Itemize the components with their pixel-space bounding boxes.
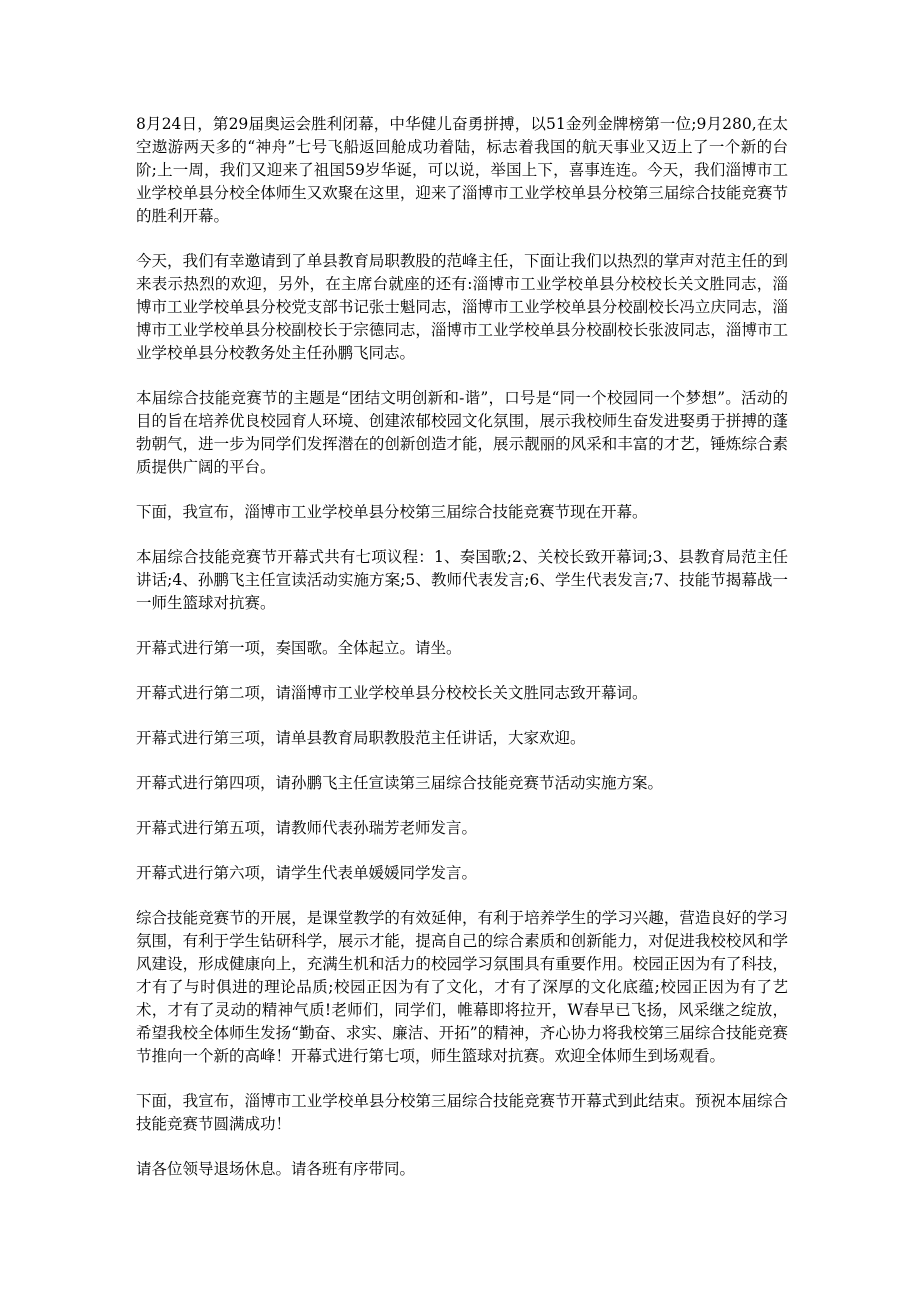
paragraph-item-4: 开幕式进行第四项，请孙鹏飞主任宣读第三届综合技能竞赛节活动实施方案。 <box>136 774 664 792</box>
paragraph-item-3: 开幕式进行第三项，请单县教育局职教股范主任讲话，大家欢迎。 <box>136 729 586 747</box>
document-body <box>136 113 788 1203</box>
paragraph-guests: 今天，我们有幸邀请到了单县教育局职教股的范峰主任，下面让我们以热烈的掌声对范主任的到来表示热烈的欢迎，另外，在主席台就座的还有:淄博市工业学校单县分校校长关文胜同志，淄博市工业学校单县分校党支部书记张士魁同志，淄博市工业学校单县分校副校长冯立庆同志，淄博市工业学校单县分校副校长于宗德同志，淄博市工业学校单县分校副校长张波同志，淄博市工业学校单县分校教务处主任孙鹏飞同志。 <box>136 252 788 362</box>
paragraph-item-6: 开幕式进行第六项，请学生代表单媛媛同学发言。 <box>136 864 478 882</box>
paragraph-item-5: 开幕式进行第五项，请教师代表孙瑞芳老师发言。 <box>136 819 478 837</box>
paragraph-closing: 下面，我宣布，淄博市工业学校单县分校第三届综合技能竞赛节开幕式到此结束。预祝本届综合技能竞赛节圆满成功！ <box>136 1092 788 1133</box>
paragraph-item-1: 开幕式进行第一项，奏国歌。全体起立。请坐。 <box>136 639 462 657</box>
paragraph-dismissal: 请各位领导退场休息。请各班有序带同。 <box>136 1160 416 1178</box>
paragraph-item-2: 开幕式进行第二项，请淄博市工业学校单县分校校长关文胜同志致开幕词。 <box>136 684 648 702</box>
paragraph-opening: 8月24日，第29届奥运会胜利闭幕，中华健儿奋勇拼搏，以51金列金牌榜第一位;9月280,在太空遨游两天多的“神舟”七号飞船返回舱成功着陆，标志着我国的航天事业又迈上了一个新的台阶;上一周，我们又迎来了祖国59岁华诞，可以说，举国上下，喜事连连。今天，我们淄博市工业学校单县分校全体师生又欢聚在这里，迎来了淄博市工业学校单县分校第三届综合技能竞赛节的胜利开幕。 <box>136 115 788 225</box>
paragraph-theme: 本届综合技能竞赛节的主题是“团结文明创新和-谐”，口号是“同一个校园同一个梦想”。活动的目的旨在培养优良校园育人环境、创建浓郁校园文化氛围，展示我校师生奋发进娶勇于拼搏的蓬勃朝气，进一步为同学们发挥潜在的创新创造才能，展示靓丽的风采和丰富的才艺，锤炼综合素质提供广阔的平台。 <box>136 389 788 476</box>
paragraph-agenda: 本届综合技能竞赛节开幕式共有七项议程：1、奏国歌;2、关校长致开幕词;3、县教育局范主任讲话;4、孙鹏飞主任宣读活动实施方案;5、教师代表发言;6、学生代表发言;7、技能节揭幕战一一师生篮球对抗赛。 <box>136 548 788 612</box>
paragraph-announcement: 下面，我宣布，淄博市工业学校单县分校第三届综合技能竞赛节现在开幕。 <box>136 503 648 521</box>
paragraph-significance: 综合技能竞赛节的开展，是课堂教学的有效延伸，有利于培养学生的学习兴趣，营造良好的学习氛围，有利于学生钻研科学，展示才能，提高自己的综合素质和创新能力，对促进我校校风和学风建设，形成健康向上，充满生机和活力的校园学习氛围具有重要作用。校园正因为有了科技，才有了与时俱进的理论品质;校园正因为有了文化，才有了深厚的文化底蕴;校园正因为有了艺术，才有了灵动的精神气质!老师们，同学们，帷幕即将拉开，W春早已飞扬，风采继之绽放，希望我校全体师生发扬“勤奋、求实、廉洁、开拓”的精神，齐心协力将我校第三届综合技能竞赛节推向一个新的高峰！开幕式进行第七项，师生篮球对抗赛。欢迎全体师生到场观看。 <box>136 909 788 1065</box>
